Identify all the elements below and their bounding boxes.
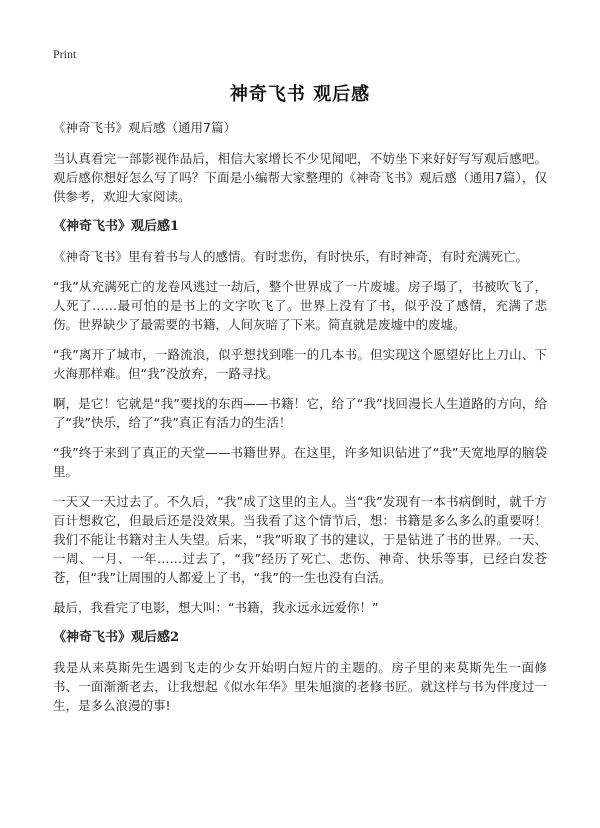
intro-paragraph: 当认真看完一部影视作品后，相信大家增长不少见闻吧，不妨坐下来好好写写观后感吧。观后感你想好怎么写了吗？下面是小编帮大家整理的《神奇飞书》观后感（通用7篇），仅供参考，欢迎大家阅读。 — [53, 151, 547, 204]
section-heading-1: 《神奇飞书》观后感1 — [53, 219, 180, 234]
section-1-paragraph-1: 《神奇飞书》里有着书与人的感情。有时悲伤，有时快乐，有时神奇，有时充满死亡。 — [53, 249, 529, 264]
section-1-paragraph-3: “我”离开了城市，一路流浪，似乎想找到唯一的几本书。但实现这个愿望好比上刀山、下火海那样难。但“我”没放弃，一路寻找。 — [53, 347, 547, 381]
print-link[interactable]: Print — [53, 47, 77, 61]
section-1-paragraph-2: “我”从充满死亡的龙卷风逃过一劫后，整个世界成了一片废墟。房子塌了，书被吹飞了，人死了……最可怕的是书上的文字吹飞了。世界上没有了书，似乎没了感情，充满了悲伤。世界缺少了最需要的书籍，人间灰暗了下来。简直就是废墟中的废墟。 — [53, 279, 547, 332]
section-1-paragraph-4: 啊，是它！它就是“我”要找的东西——书籍！它，给了“我”找回漫长人生道路的方向，给了“我”快乐，给了“我”真正有活力的生活！ — [53, 396, 547, 430]
article-body — [53, 119, 547, 726]
section-1-paragraph-7: 最后，我看完了电影，想大叫：“书籍，我永远永远爱你！” — [53, 600, 379, 615]
section-1-paragraph-5: “我”终于来到了真正的天堂——书籍世界。在这里，许多知识钻进了“我”天宽地厚的脑袋里。 — [53, 445, 547, 479]
section-1-paragraph-6: 一天又一天过去了。不久后，“我”成了这里的主人。当“我”发现有一本书病倒时，就千方百计想救它，但最后还是没效果。当我看了这个情节后，想：书籍是多么多么的重要呀！我们不能让书籍对主人失望。后来，“我”听取了书的建议，于是钻进了书的世界。一天、一周、一月、一年……过去了，“我”经历了死亡、悲伤、神奇、快乐等事，已经白发苍苍，但“我”让周围的人都爱上了书，“我”的一生也没有白活。 — [53, 494, 547, 585]
section-heading-2: 《神奇飞书》观后感2 — [53, 630, 180, 645]
article-subtitle: 《神奇飞书》观后感（通用7篇） — [53, 120, 236, 135]
page-title: 神奇飞书 观后感 — [229, 84, 371, 105]
section-2-paragraph-1: 我是从来莫斯先生遇到飞走的少女开始明白短片的主题的。房子里的来莫斯先生一面修书、一面渐渐老去，让我想起《似水年华》里朱旭演的老修书匠。就这样与书为伴度过一生，是多么浪漫的事! — [53, 660, 547, 713]
